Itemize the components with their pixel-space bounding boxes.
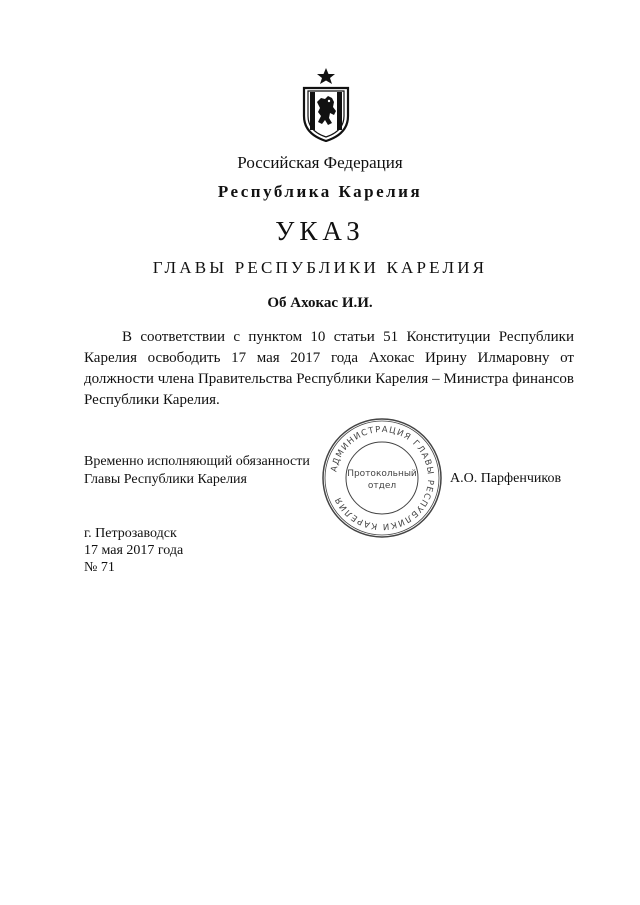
signatory-title-line1: Временно исполняющий обязанности — [84, 454, 310, 469]
stamp-inner-line2: отдел — [367, 481, 397, 491]
decree-body-text: В соответствии с пунктом 10 статьи 51 Конституции Республики Карелия освободить 17 мая 2017 года Ахокас Ирину Илмаровну от должности члена Правительства Республики Карелия – Министра финансов Республики Карелия. — [84, 329, 574, 408]
stamp-inner-line1: Протокольный — [347, 469, 417, 479]
karelia-coat-of-arms-icon — [298, 68, 354, 142]
document-type: УКАЗ — [275, 216, 365, 246]
official-stamp — [320, 416, 444, 540]
signatory-name: А.О. Парфенчиков — [450, 471, 562, 486]
issue-date: 17 мая 2017 года — [84, 543, 184, 558]
stamp-outer-text: АДМИНИСТРАЦИЯ ГЛАВЫ РЕСПУБЛИКИ КАРЕЛИЯ — [329, 424, 436, 532]
decree-number: № 71 — [84, 560, 115, 575]
issue-place: г. Петрозаводск — [84, 526, 177, 541]
document-footer — [84, 525, 183, 576]
signatory-title — [84, 453, 310, 489]
document-subject: Об Ахокас И.И. — [267, 295, 373, 311]
document-issuer: ГЛАВЫ РЕСПУБЛИКИ КАРЕЛИЯ — [152, 258, 488, 277]
country-name: Российская Федерация — [237, 153, 403, 172]
republic-name: Республика Карелия — [217, 182, 423, 201]
signatory-title-line2: Главы Республики Карелия — [84, 472, 247, 487]
